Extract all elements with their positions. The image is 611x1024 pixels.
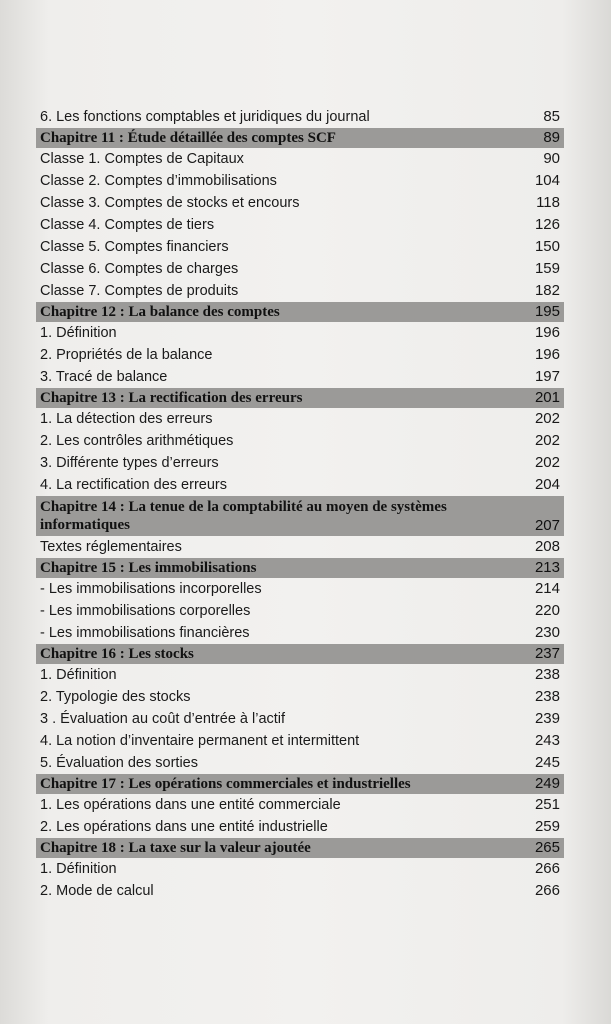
- toc-title: Textes réglementaires: [40, 539, 182, 555]
- toc-page-number: 85: [543, 108, 560, 125]
- toc-page-number: 118: [536, 194, 560, 211]
- toc-chapter-heading: [36, 302, 564, 322]
- toc-title: 2. Les opérations dans une entité industrielle: [40, 819, 328, 835]
- toc-title: - Les immobilisations incorporelles: [40, 581, 262, 597]
- toc-page-number: 249: [534, 775, 560, 792]
- toc-title: Chapitre 13 : La rectification des erreurs: [40, 390, 303, 406]
- toc-page-number: 239: [534, 710, 560, 727]
- toc-title: Classe 6. Comptes de charges: [40, 261, 239, 277]
- toc-page-number: 195: [534, 303, 560, 320]
- toc-title: Classe 4. Comptes de tiers: [40, 217, 215, 233]
- toc-page-number: 90: [543, 150, 560, 167]
- toc-title: 2. Propriétés de la balance: [40, 347, 213, 363]
- toc-title: 1. Définition: [40, 667, 117, 683]
- toc-page-number: 150: [534, 238, 560, 255]
- toc-title: Classe 3. Comptes de stocks et encours: [40, 195, 300, 211]
- toc-title: 3. Différente types d’erreurs: [40, 455, 219, 471]
- toc-chapter-heading: [36, 496, 564, 536]
- toc-entry: [36, 794, 564, 816]
- toc-title: 3 . Évaluation au coût d’entrée à l’actif: [40, 711, 286, 727]
- toc-entry: [36, 322, 564, 344]
- toc-title: Chapitre 11 : Étude détaillée des comptes SCF: [40, 130, 336, 146]
- toc-page-number: 204: [534, 476, 560, 493]
- toc-page-number: 182: [534, 282, 560, 299]
- toc-entry: [36, 578, 564, 600]
- toc-page-number: 265: [534, 839, 560, 856]
- toc-chapter-heading: [36, 838, 564, 858]
- toc-chapter-heading: [36, 128, 564, 148]
- toc-title: 1. La détection des erreurs: [40, 411, 213, 427]
- toc-page-number: 214: [534, 580, 560, 597]
- toc-title: 2. Mode de calcul: [40, 883, 154, 899]
- toc-page-number: 159: [534, 260, 560, 277]
- toc-title: Classe 7. Comptes de produits: [40, 283, 239, 299]
- toc-chapter-heading: [36, 558, 564, 578]
- toc-entry: [36, 106, 564, 128]
- toc-page-number: 251: [534, 796, 560, 813]
- toc-entry: [36, 536, 564, 558]
- toc-entry: [36, 452, 564, 474]
- toc-page-number: 237: [534, 645, 560, 662]
- toc-page-number: 197: [534, 368, 560, 385]
- toc-title: 1. Définition: [40, 861, 117, 877]
- toc-page-number: 208: [534, 538, 560, 555]
- toc-title: 4. La notion d’inventaire permanent et intermittent: [40, 733, 360, 749]
- toc-title: 1. Définition: [40, 325, 117, 341]
- toc-entry: [36, 214, 564, 236]
- toc-page-number: 230: [534, 624, 560, 641]
- toc-page-number: 196: [534, 346, 560, 363]
- toc-title: Chapitre 14 : La tenue de la comptabilité au moyen de systèmes informatiques: [40, 499, 447, 533]
- toc-entry: [36, 344, 564, 366]
- table-of-contents: [36, 106, 564, 902]
- toc-entry: [36, 708, 564, 730]
- toc-title: Chapitre 18 : La taxe sur la valeur ajoutée: [40, 840, 311, 856]
- toc-title: 4. La rectification des erreurs: [40, 477, 227, 493]
- toc-page-number: 266: [534, 882, 560, 899]
- toc-entry: [36, 880, 564, 902]
- toc-entry: [36, 236, 564, 258]
- toc-title: Chapitre 12 : La balance des comptes: [40, 304, 280, 320]
- toc-page-number: 126: [534, 216, 560, 233]
- toc-page-number: 245: [534, 754, 560, 771]
- toc-page-number: 259: [534, 818, 560, 835]
- toc-title: 5. Évaluation des sorties: [40, 755, 198, 771]
- toc-entry: [36, 408, 564, 430]
- toc-page-number: 202: [534, 454, 560, 471]
- toc-title: Chapitre 17 : Les opérations commerciales et industrielles: [40, 776, 411, 792]
- toc-title: Classe 5. Comptes financiers: [40, 239, 229, 255]
- toc-entry: [36, 430, 564, 452]
- toc-page-number: 201: [534, 389, 560, 406]
- toc-entry: [36, 752, 564, 774]
- toc-page-number: 238: [534, 666, 560, 683]
- toc-entry: [36, 170, 564, 192]
- toc-page-number: 202: [534, 432, 560, 449]
- toc-entry: [36, 816, 564, 838]
- toc-entry: [36, 258, 564, 280]
- toc-title: 2. Typologie des stocks: [40, 689, 191, 705]
- toc-page-number: 202: [534, 410, 560, 427]
- toc-entry: [36, 148, 564, 170]
- toc-page-number: 89: [543, 129, 560, 146]
- toc-title: Chapitre 16 : Les stocks: [40, 646, 194, 662]
- toc-page-number: 104: [534, 172, 560, 189]
- toc-entry: [36, 664, 564, 686]
- toc-chapter-heading: [36, 774, 564, 794]
- toc-title: 1. Les opérations dans une entité commerciale: [40, 797, 341, 813]
- toc-entry: [36, 600, 564, 622]
- toc-page-number: 238: [534, 688, 560, 705]
- toc-entry: [36, 474, 564, 496]
- toc-page-number: 266: [534, 860, 560, 877]
- toc-title: - Les immobilisations financières: [40, 625, 250, 641]
- toc-entry: [36, 192, 564, 214]
- toc-entry: [36, 858, 564, 880]
- toc-page-number: 207: [534, 517, 560, 534]
- toc-title: 6. Les fonctions comptables et juridiques du journal: [40, 109, 370, 125]
- toc-title: 3. Tracé de balance: [40, 369, 168, 385]
- toc-entry: [36, 366, 564, 388]
- toc-entry: [36, 622, 564, 644]
- toc-page-number: 213: [534, 559, 560, 576]
- toc-page-number: 196: [534, 324, 560, 341]
- toc-page-number: 220: [534, 602, 560, 619]
- toc-title: Classe 2. Comptes d’immobilisations: [40, 173, 277, 189]
- toc-title: - Les immobilisations corporelles: [40, 603, 251, 619]
- toc-entry: [36, 280, 564, 302]
- toc-chapter-heading: [36, 388, 564, 408]
- toc-title: Classe 1. Comptes de Capitaux: [40, 151, 244, 167]
- toc-entry: [36, 730, 564, 752]
- toc-title: 2. Les contrôles arithmétiques: [40, 433, 234, 449]
- toc-title: Chapitre 15 : Les immobilisations: [40, 560, 257, 576]
- toc-entry: [36, 686, 564, 708]
- toc-chapter-heading: [36, 644, 564, 664]
- toc-page-number: 243: [534, 732, 560, 749]
